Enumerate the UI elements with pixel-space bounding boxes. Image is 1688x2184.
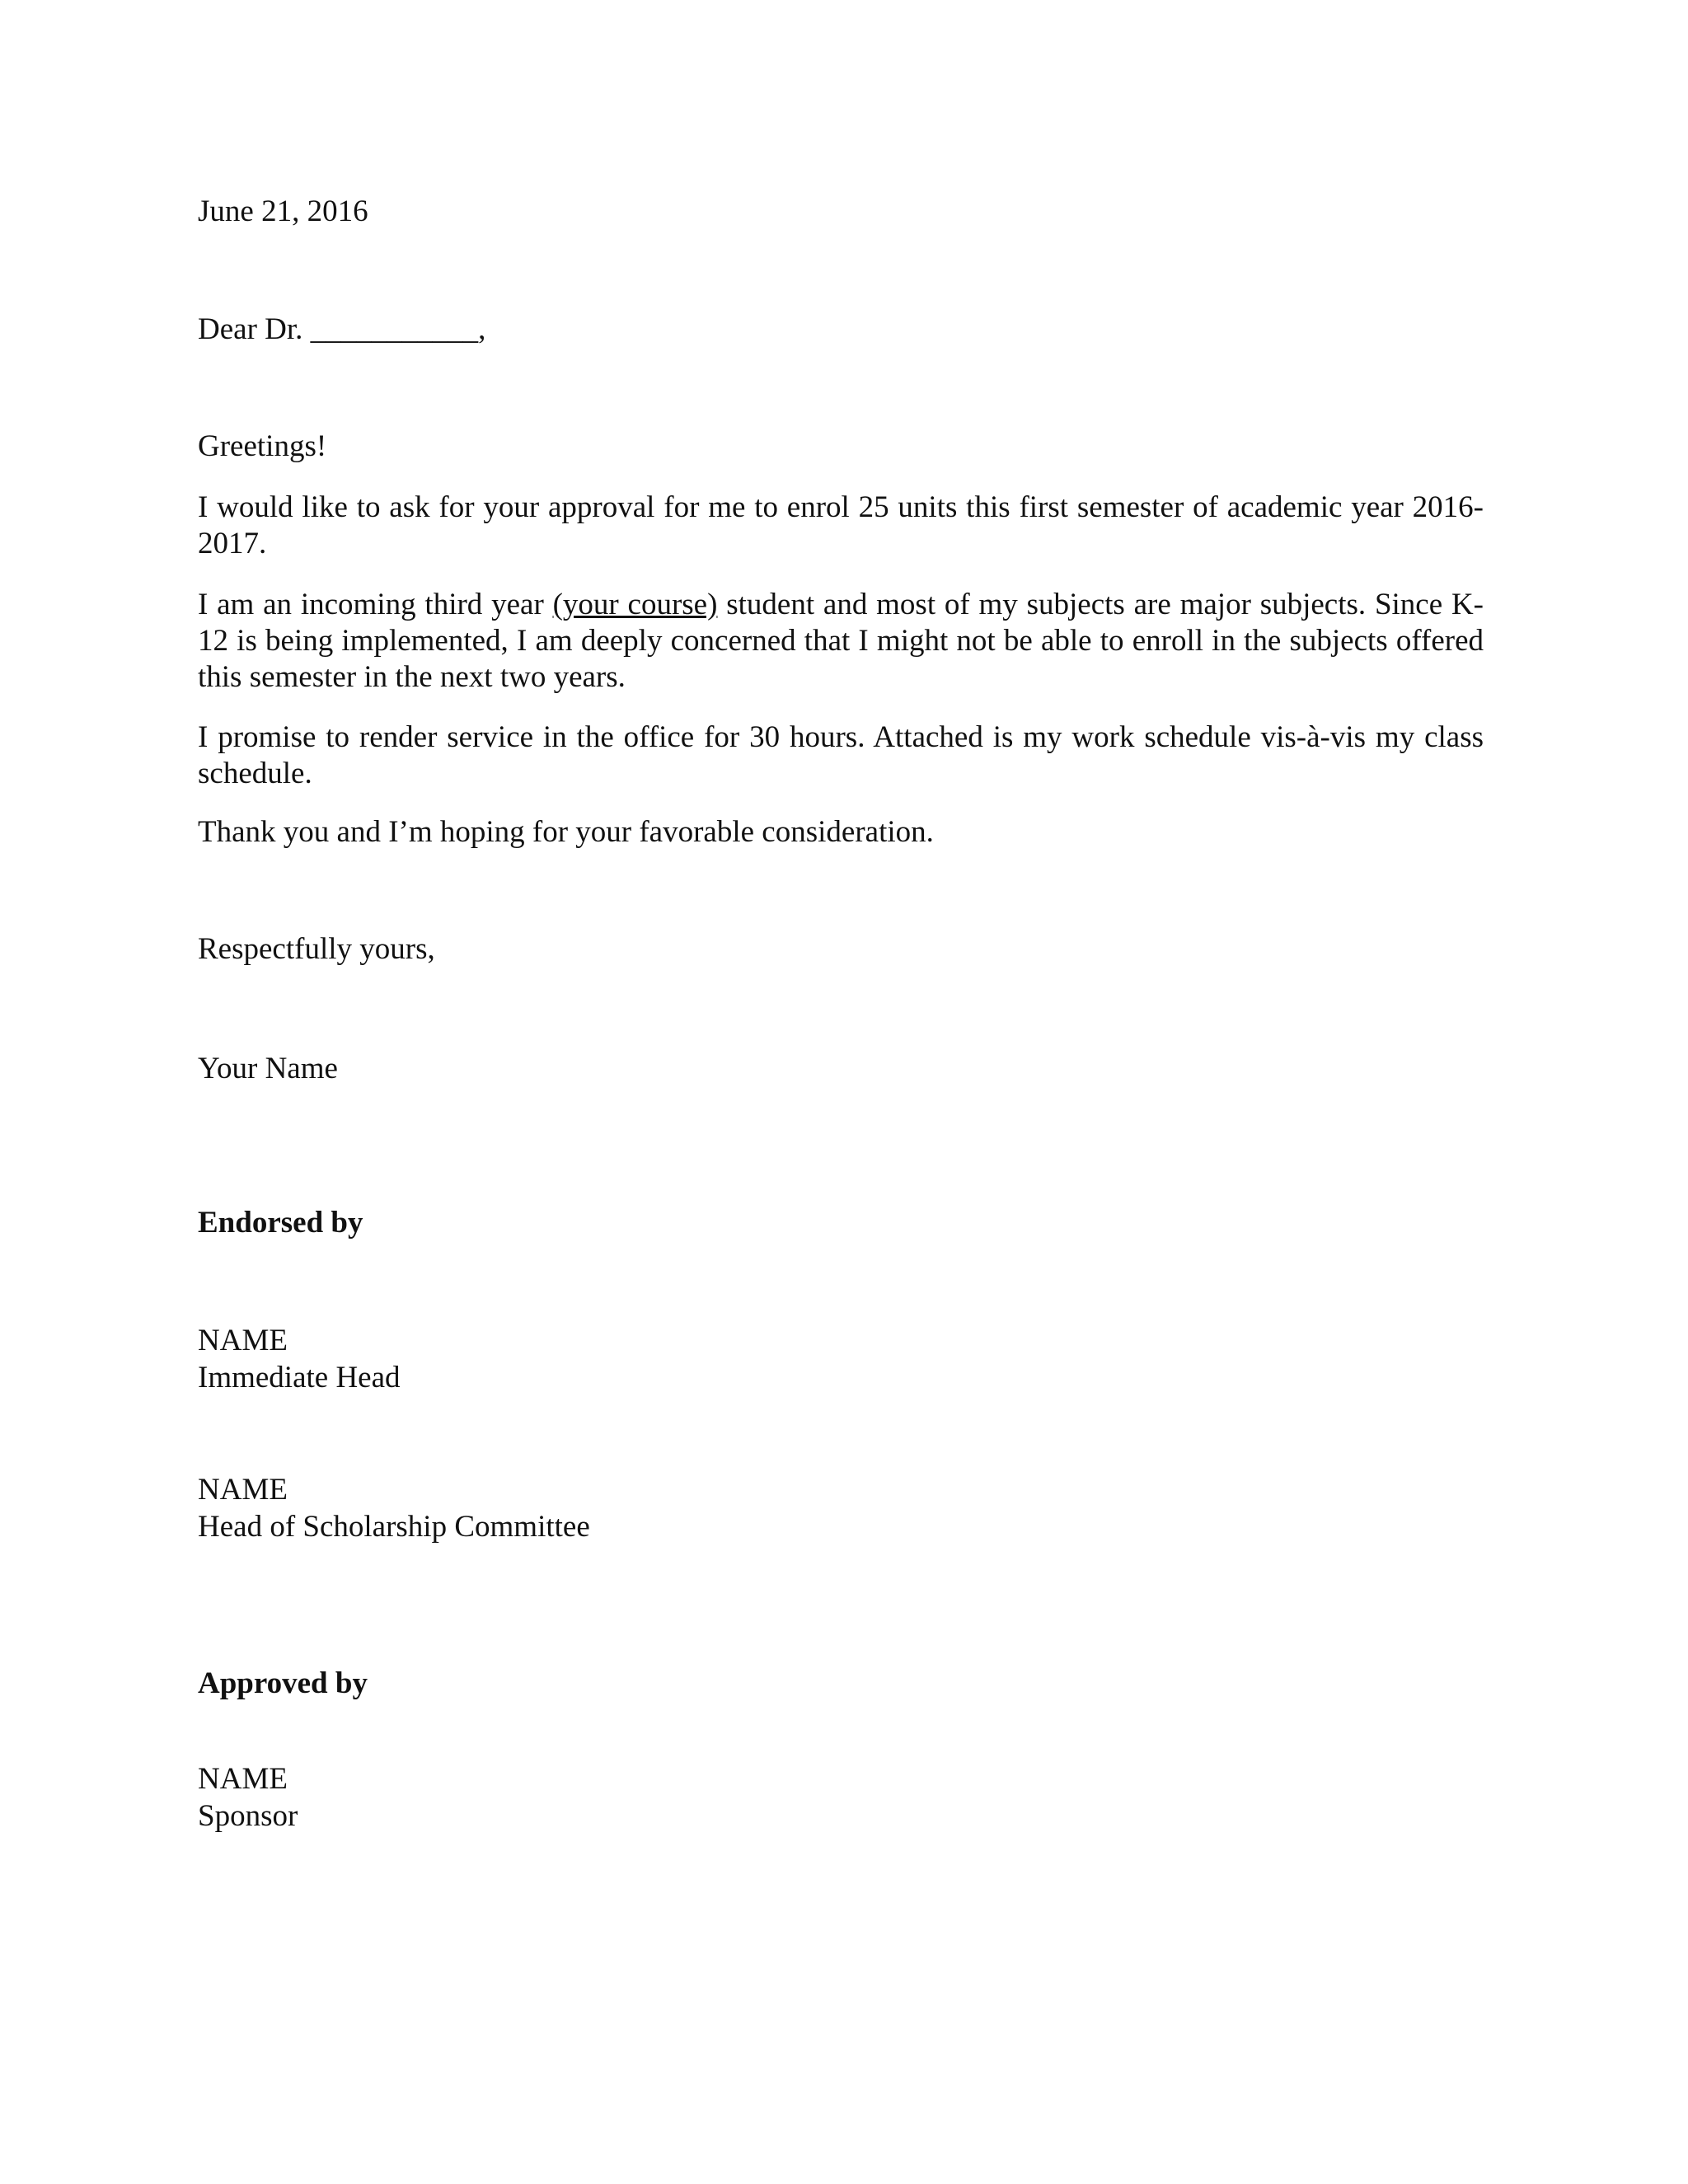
approver-title: Sponsor [198,1799,298,1833]
endorser-1-name: NAME [198,1324,288,1357]
paragraph-service: I promise to render service in the office for 30 hours. Attached is my work schedule vis-à-vis my class schedule. [198,720,1484,790]
paragraph-thanks: Thank you and I’m hoping for your favorable consideration. [198,815,934,849]
course-placeholder: (your course) [552,588,718,621]
greeting: Greetings! [198,429,327,463]
endorsed-by-heading: Endorsed by [198,1206,363,1240]
endorser-2-name: NAME [198,1473,288,1507]
approved-by-heading: Approved by [198,1666,368,1700]
closing: Respectfully yours, [198,932,435,966]
sender-name: Your Name [198,1052,338,1085]
approver-name: NAME [198,1762,288,1796]
paragraph-concern-start: I am an incoming third year [198,588,553,621]
letter-date: June 21, 2016 [198,194,368,228]
paragraph-concern-end: student and most of my subjects are major subjects. Since K-12 is being implemented, I am deeply concerned that I might not be able to enroll in the subjects offered this semester in the next two years. [198,588,1484,694]
paragraph-concern [198,587,1484,696]
endorser-1-title: Immediate Head [198,1361,401,1394]
endorser-2-title: Head of Scholarship Committee [198,1510,590,1544]
paragraph-request: I would like to ask for your approval for me to enrol 25 units this first semester of academic year 2016-2017. [198,490,1484,560]
salutation: Dear Dr. ___________, [198,312,486,346]
